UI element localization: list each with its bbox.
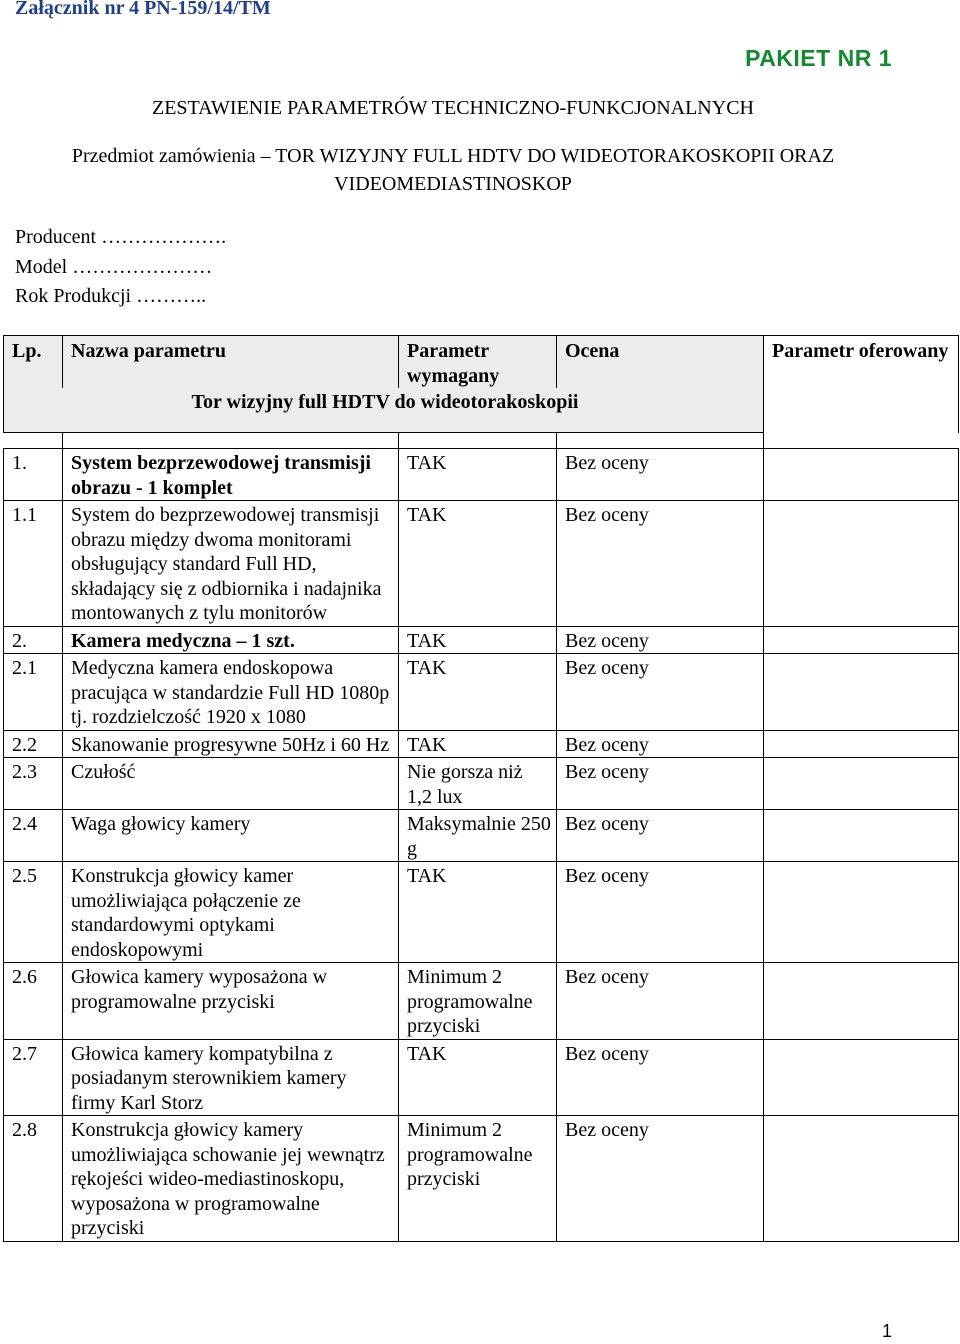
row-lp: 2.7 [4, 1039, 63, 1116]
row-required: Maksymalnie 250 g [399, 810, 557, 862]
row-name: Głowica kamery wyposażona w programowalne przyciski [63, 963, 399, 1040]
table-row [4, 654, 959, 731]
row-required: Nie gorsza niż 1,2 lux [399, 758, 557, 810]
row-name: Czułość [63, 758, 399, 810]
row-rating: Bez oceny [557, 862, 764, 963]
row-rating: Bez oceny [557, 810, 764, 862]
spacer-row [4, 433, 959, 449]
header-offered: Parametr oferowany [764, 336, 959, 433]
table-row [4, 1116, 959, 1242]
table-row [4, 626, 959, 654]
table-row [4, 501, 959, 627]
row-rating: Bez oceny [557, 1116, 764, 1242]
row-lp: 2.8 [4, 1116, 63, 1242]
row-required: TAK [399, 501, 557, 627]
row-name: Waga głowicy kamery [63, 810, 399, 862]
row-offered [764, 963, 959, 1040]
row-rating: Bez oceny [557, 730, 764, 758]
table-row [4, 810, 959, 862]
parameters-table [3, 335, 959, 1242]
row-rating: Bez oceny [557, 449, 764, 501]
row-offered [764, 1039, 959, 1116]
section-title: Tor wizyjny full HDTV do wideotorakoskopii [4, 388, 764, 433]
row-offered [764, 1116, 959, 1242]
row-offered [764, 758, 959, 810]
table-row [4, 862, 959, 963]
row-rating: Bez oceny [557, 963, 764, 1040]
row-name: System bezprzewodowej transmisji obrazu - 1 komplet [63, 449, 399, 501]
row-required: TAK [399, 730, 557, 758]
table-row [4, 730, 959, 758]
row-lp: 2.5 [4, 862, 63, 963]
table-row [4, 963, 959, 1040]
row-name: Kamera medyczna – 1 szt. [63, 626, 399, 654]
row-name: System do bezprzewodowej transmisji obrazu między dwoma monitorami obsługujący standard Full HD, składający się z odbiornika i nadajnika montowanych z tylu monitorów [63, 501, 399, 627]
header-required: Parametr wymagany [399, 336, 557, 389]
row-required: Minimum 2 programowalne przyciski [399, 1116, 557, 1242]
row-offered [764, 626, 959, 654]
row-offered [764, 810, 959, 862]
header-rating: Ocena [557, 336, 764, 389]
row-required: TAK [399, 1039, 557, 1116]
document-title: ZESTAWIENIE PARAMETRÓW TECHNICZNO-FUNKCJONALNYCH [152, 97, 754, 119]
row-offered [764, 449, 959, 501]
row-name: Skanowanie progresywne 50Hz i 60 Hz [63, 730, 399, 758]
subject-heading [0, 142, 906, 198]
producer-field: Producent ………………. [15, 226, 227, 248]
row-lp: 2.2 [4, 730, 63, 758]
row-lp: 2.1 [4, 654, 63, 731]
row-name: Konstrukcja głowicy kamery umożliwiająca schowanie jej wewnątrz rękojeści wideo-mediastinoskopu, wyposażona w programowalne przyciski [63, 1116, 399, 1242]
row-required: Minimum 2 programowalne przyciski [399, 963, 557, 1040]
row-rating: Bez oceny [557, 1039, 764, 1116]
row-required: TAK [399, 449, 557, 501]
row-lp: 1. [4, 449, 63, 501]
row-offered [764, 730, 959, 758]
row-name: Medyczna kamera endoskopowa pracująca w standardzie Full HD 1080p tj. rozdzielczość 1920 x 1080 [63, 654, 399, 731]
table-row [4, 758, 959, 810]
table-header-row [4, 336, 959, 389]
row-required: TAK [399, 862, 557, 963]
product-meta [15, 223, 226, 312]
subject-line-1: Przedmiot zamówienia – TOR WIZYJNY FULL HDTV DO WIDEOTORAKOSKOPII ORAZ [71, 145, 835, 167]
row-lp: 2. [4, 626, 63, 654]
row-lp: 2.6 [4, 963, 63, 1040]
row-rating: Bez oceny [557, 626, 764, 654]
row-offered [764, 501, 959, 627]
row-required: TAK [399, 654, 557, 731]
row-rating: Bez oceny [557, 654, 764, 731]
subject-line-2: VIDEOMEDIASTINOSKOP [334, 173, 572, 195]
header-name: Nazwa parametru [63, 336, 399, 389]
row-lp: 1.1 [4, 501, 63, 627]
row-rating: Bez oceny [557, 758, 764, 810]
row-offered [764, 654, 959, 731]
row-required: TAK [399, 626, 557, 654]
year-field: Rok Produkcji ……….. [15, 285, 207, 307]
table-row [4, 1039, 959, 1116]
row-name: Konstrukcja głowicy kamer umożliwiająca połączenie ze standardowymi optykami endoskopowymi [63, 862, 399, 963]
model-field: Model ………………… [15, 255, 213, 278]
header-lp: Lp. [4, 336, 63, 389]
package-label: PAKIET NR 1 [745, 45, 892, 71]
page-number: 1 [881, 1321, 892, 1341]
row-lp: 2.4 [4, 810, 63, 862]
table-row [4, 449, 959, 501]
attachment-label: Załącznik nr 4 PN-159/14/TM [15, 0, 271, 19]
row-name: Głowica kamery kompatybilna z posiadanym sterownikiem kamery firmy Karl Storz [63, 1039, 399, 1116]
row-lp: 2.3 [4, 758, 63, 810]
row-rating: Bez oceny [557, 501, 764, 627]
row-offered [764, 862, 959, 963]
